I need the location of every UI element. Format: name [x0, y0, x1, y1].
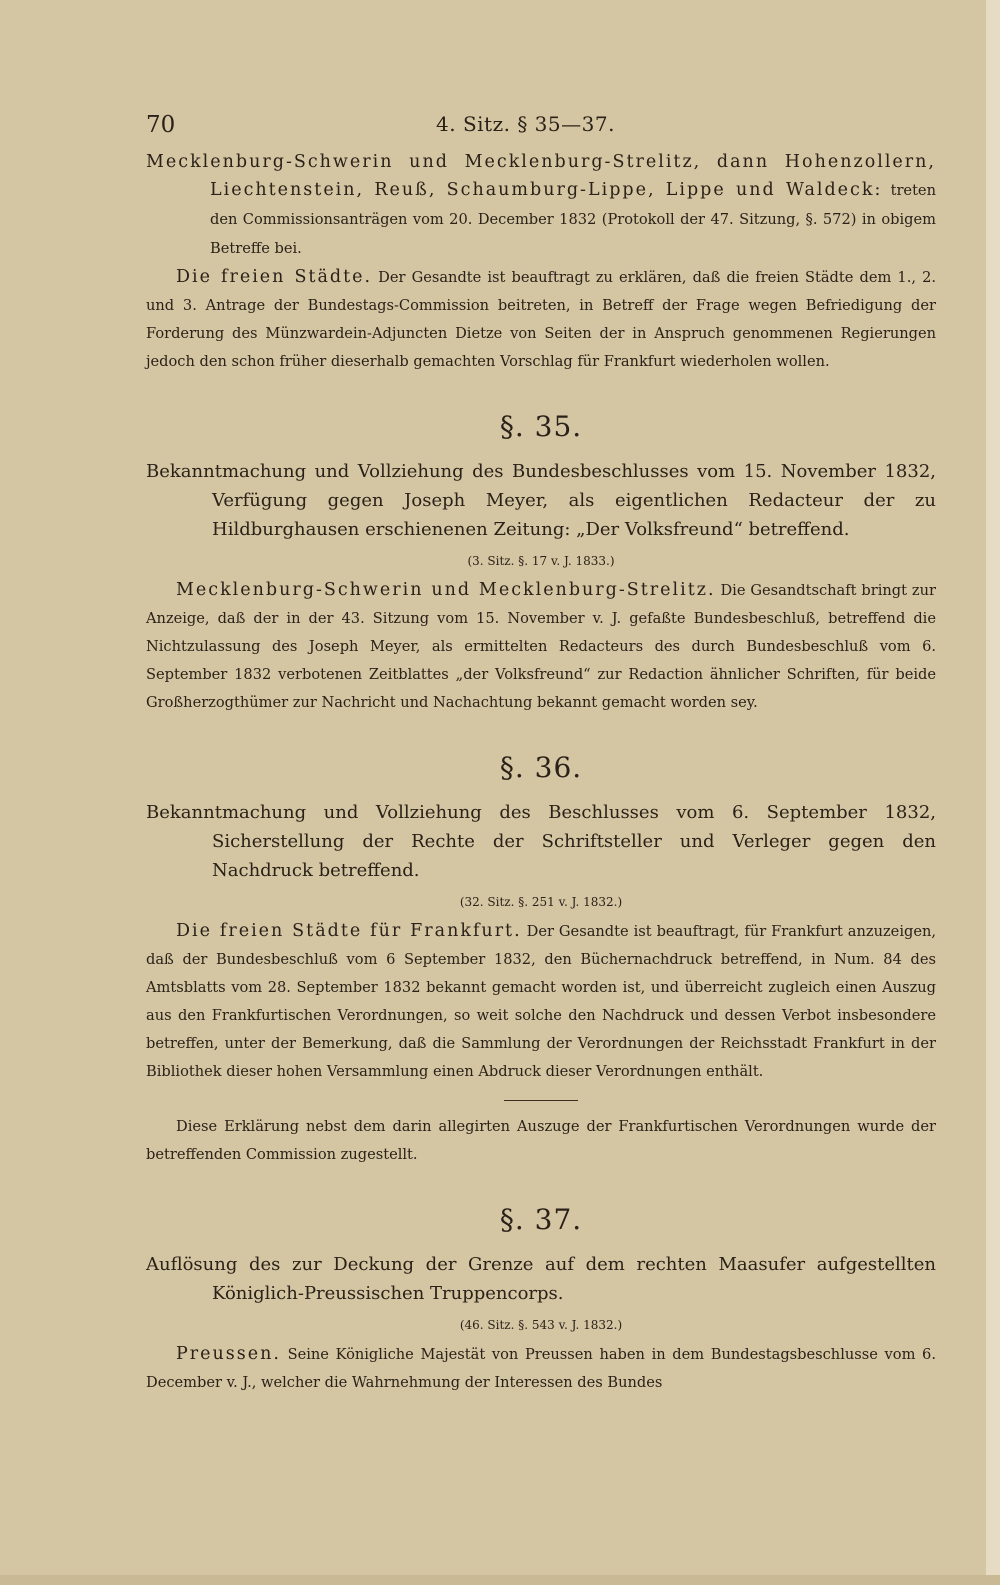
- states-declaration-text: treten den Commissionsanträgen vom 20. December 1832 (Protokoll der 47. Sitzung, §. 572) in obigem Betreffe bei.: [210, 182, 936, 257]
- section-36-number: §. 36.: [499, 751, 583, 784]
- states-list: Mecklenburg-Schwerin und Mecklenburg-Strelitz, dann Hohenzollern, Liechtenstein, Reuß, Schaumburg-Lippe, Lippe und Waldeck:: [146, 152, 936, 200]
- section-35-text: Die Gesandtschaft bringt zur Anzeige, daß der in der 43. Sitzung vom 15. November v. J. gefaßte Bundesbeschluß, betreffend die Nichtzulassung des Joseph Meyer, als ermittelten Redacteurs des durch Bundesbeschluß vom 6. September 1832 verbotenen Zeitblattes „der Volksfreund“ zur Redaction ähnlicher Schriften, für beide Großherzogthümer zur Nachricht und Nachachtung bekannt gemacht worden sey.: [146, 582, 936, 711]
- section-37-paragraph: [146, 1340, 936, 1397]
- section-35-lead: Mecklenburg-Schwerin und Mecklenburg-Strelitz.: [176, 580, 716, 600]
- section-35-paragraph: [146, 576, 936, 717]
- page-edge: [986, 0, 1000, 1585]
- free-cities-text: Der Gesandte ist beauftragt zu erklären, daß die freien Städte dem 1., 2. und 3. Antrage der Bundestags-Commission beitreten, in Betreff der Frage wegen Befriedigung der Forderung des Münzwardein-Adjuncten Dietze von Seiten der in Anspruch genommenen Regierungen jedoch den schon früher dieserhalb gemachten Vorschlag für Frankfurt wiederholen wollen.: [146, 269, 936, 370]
- running-head: 4. Sitz. § 35—37.: [436, 112, 615, 136]
- section-37-number: §. 37.: [499, 1203, 583, 1236]
- page-bottom-edge: [0, 1575, 1000, 1585]
- page-content: [146, 108, 936, 1397]
- section-36-title: Bekanntmachung und Vollziehung des Beschlusses vom 6. September 1832, Sicherstellung der Rechte der Schriftsteller und Verleger gegen den Nachdruck betreffend.: [146, 802, 936, 881]
- free-cities-lead: Die freien Städte.: [176, 267, 373, 287]
- section-35-title: Bekanntmachung und Vollziehung des Bundesbeschlusses vom 15. November 1832, Verfügung gegen Joseph Meyer, als eigentlichen Redacteur der zu Hildburghausen erschienenen Zeitung: „Der Volksfreund“ betreffend.: [146, 461, 936, 540]
- section-36-closing: Diese Erklärung nebst dem darin allegirten Auszuge der Frankfurtischen Verordnungen wurde der betreffenden Commission zugestellt.: [146, 1118, 936, 1163]
- free-cities-paragraph: [146, 263, 936, 376]
- section-37-reference: (46. Sitz. §. 543 v. J. 1832.): [459, 1318, 623, 1332]
- section-35-number: §. 35.: [499, 410, 583, 443]
- section-divider: [504, 1100, 578, 1101]
- section-36-paragraph: [146, 917, 936, 1086]
- section-37-text: Seine Königliche Majestät von Preussen haben in dem Bundestagsbeschlusse vom 6. December v. J., welcher die Wahrnehmung der Interessen des Bundes: [146, 1346, 936, 1391]
- section-37-title: Auflösung des zur Deckung der Grenze auf dem rechten Maasufer aufgestellten Königlich-Preussischen Truppencorps.: [146, 1254, 936, 1304]
- page-number: 70: [146, 112, 176, 138]
- section-36-lead: Die freien Städte für Frankfurt.: [176, 921, 522, 941]
- states-declaration: [146, 148, 936, 263]
- section-37-lead: Preussen.: [176, 1344, 281, 1364]
- section-35-reference: (3. Sitz. §. 17 v. J. 1833.): [467, 554, 615, 568]
- section-36-reference: (32. Sitz. §. 251 v. J. 1832.): [459, 895, 623, 909]
- section-36-text: Der Gesandte ist beauftragt, für Frankfurt anzuzeigen, daß der Bundesbeschluß vom 6 September 1832, den Büchernachdruck betreffend, in Num. 84 des Amtsblatts vom 28. September 1832 bekannt gemacht worden ist, und überreicht zugleich einen Auszug aus den Frankfurtischen Verordnungen, so weit solche den Nachdruck und dessen Verbot insbesondere betreffen, unter der Bemerkung, daß die Sammlung der Verordnungen der Reichsstadt Frankfurt in der Bibliothek dieser hohen Versammlung einen Abdruck dieser Verordnungen enthält.: [146, 923, 937, 1080]
- page-header: [146, 108, 936, 148]
